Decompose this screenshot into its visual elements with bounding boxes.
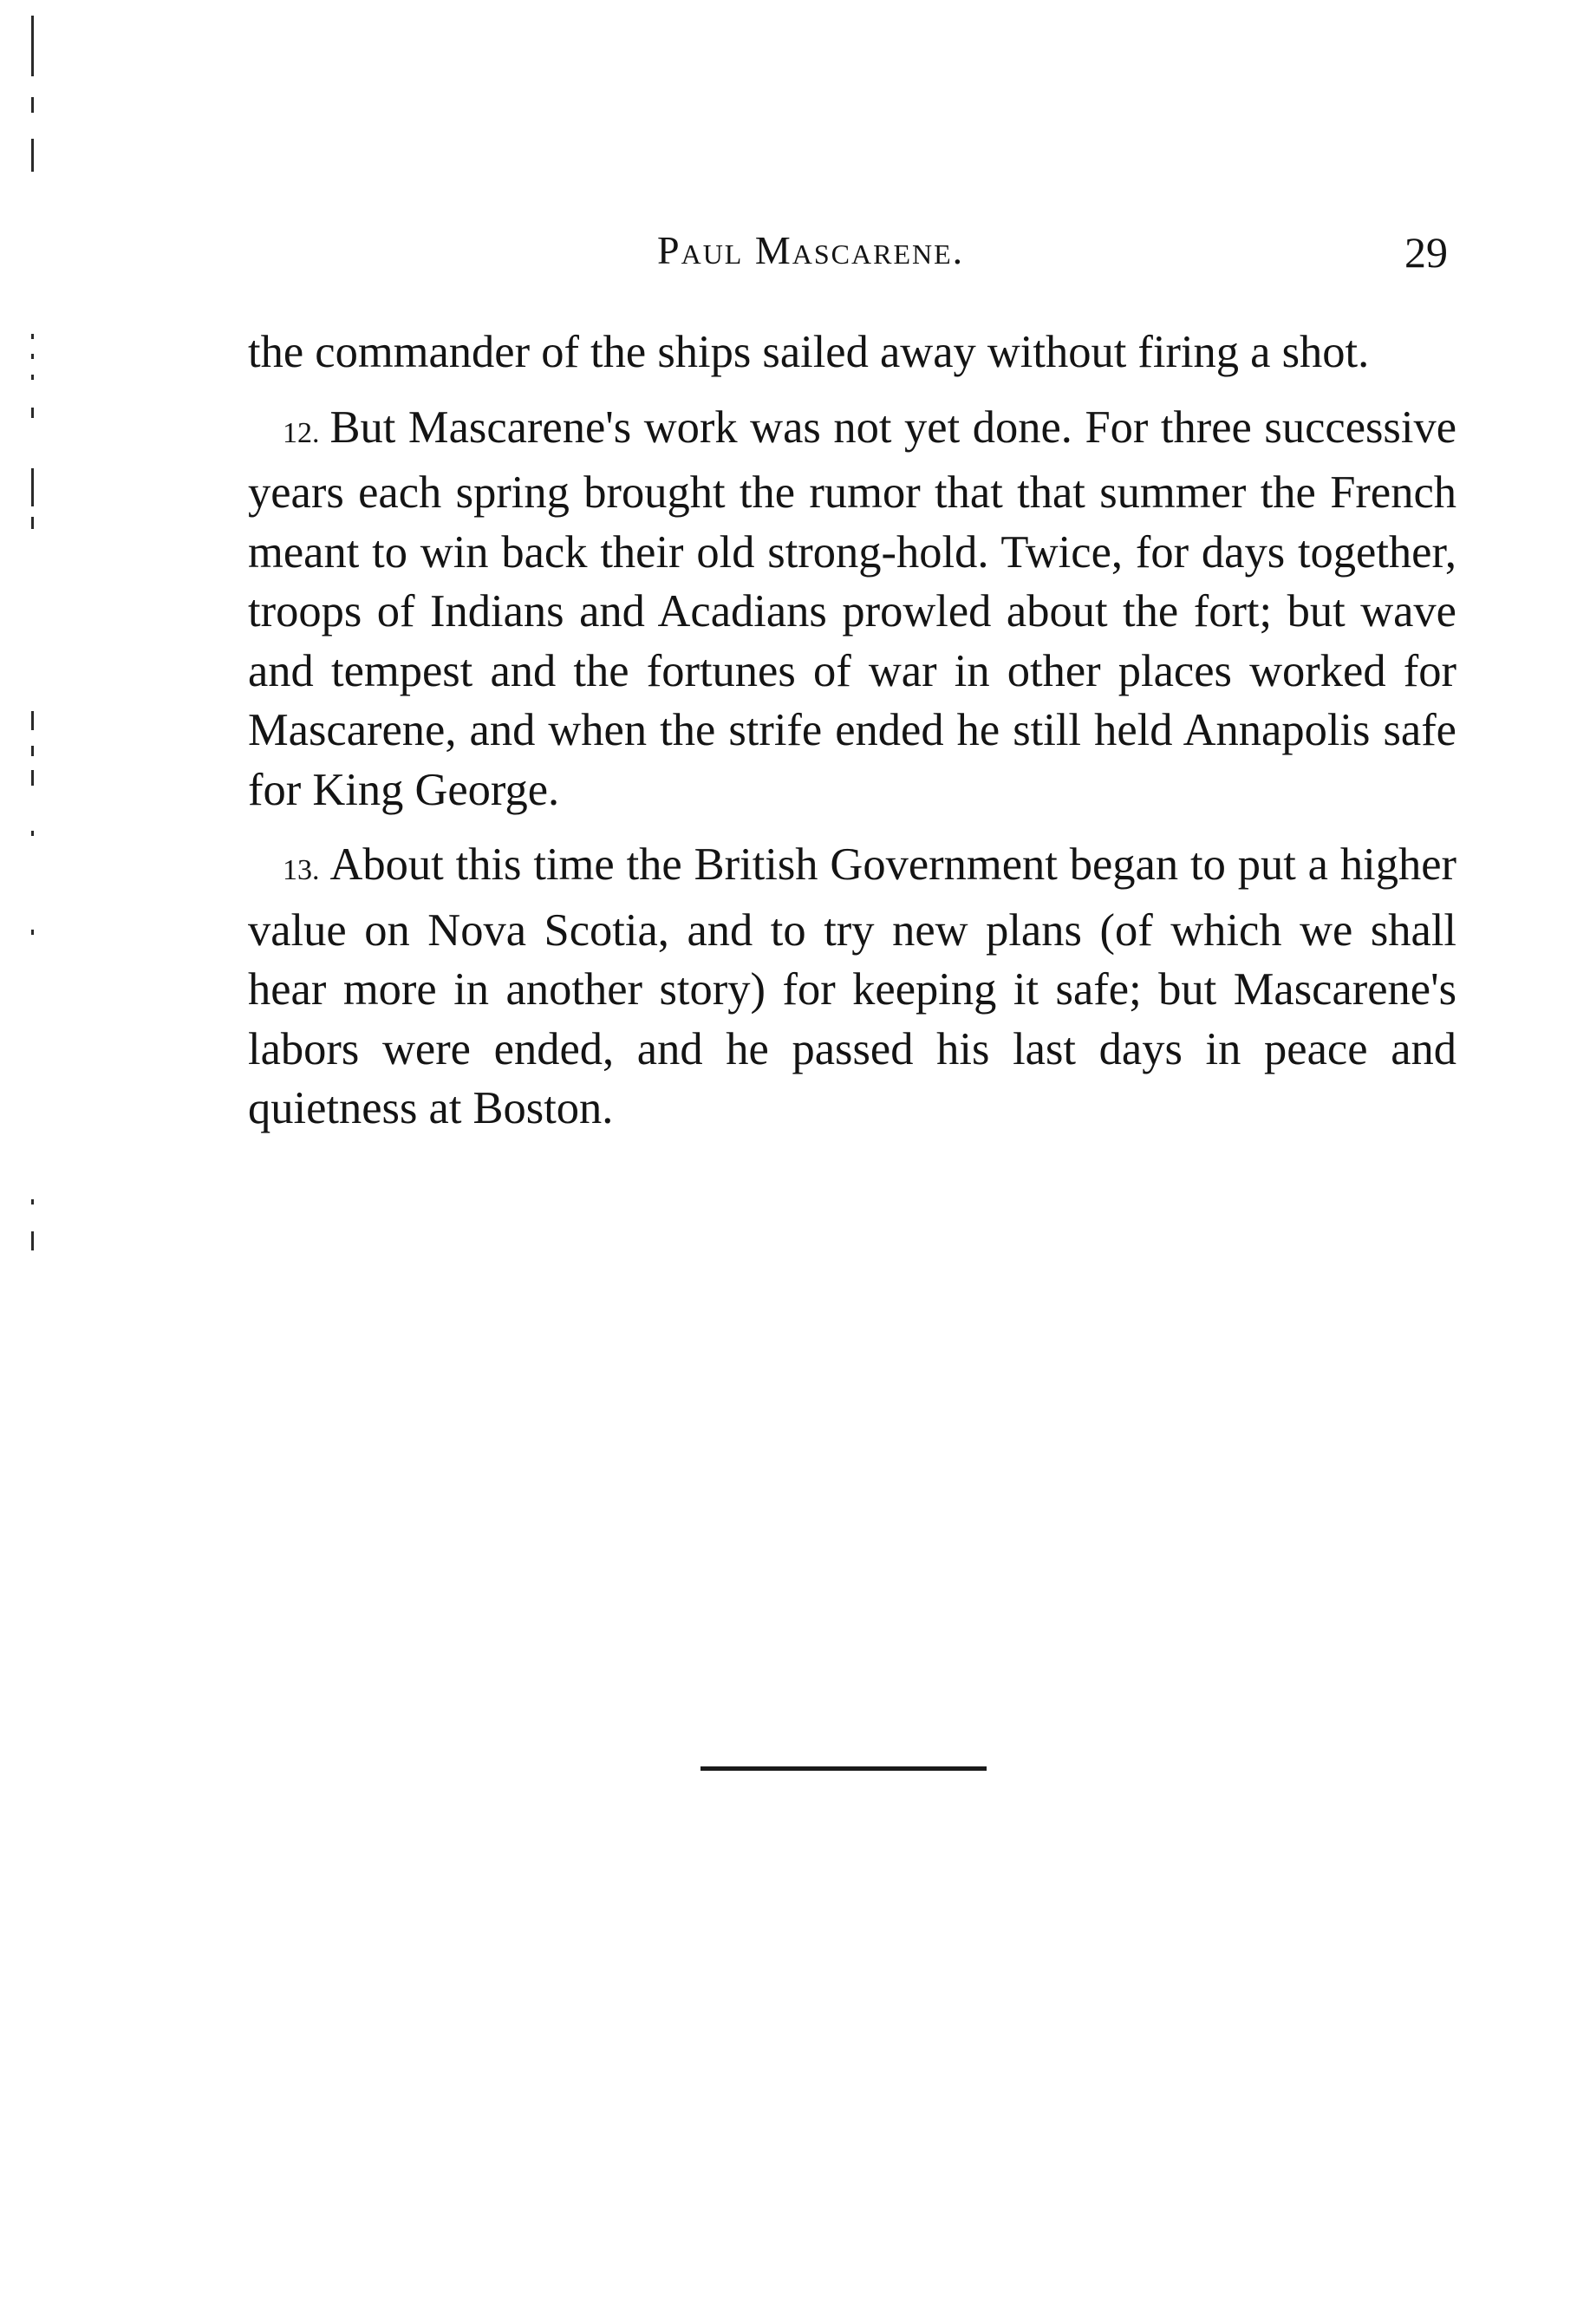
running-head [248, 227, 1456, 279]
section-end-rule [701, 1766, 987, 1771]
scan-gutter-mark [31, 711, 34, 730]
scan-gutter-mark [31, 16, 34, 76]
paragraph-12 [248, 398, 1456, 820]
paragraph-number: 12. [283, 416, 320, 449]
paragraph-13 [248, 835, 1456, 1139]
scan-gutter-mark [31, 517, 34, 529]
scan-gutter-mark [31, 1231, 34, 1250]
scan-gutter-mark [31, 354, 34, 359]
scan-gutter-mark [31, 831, 34, 836]
scan-gutter-mark [31, 930, 34, 935]
scan-gutter-mark [31, 97, 34, 113]
paragraph-text: About this time the British Government began to put a higher value on Nova Scotia, and to try new plans (of which we shall hear more in another story) for keeping it safe; but Mascarene's labors were ended, and he passed his last days in peace and quietness at Boston. [248, 839, 1456, 1133]
scan-gutter-mark [31, 408, 34, 418]
body-text [248, 323, 1456, 1139]
scan-gutter-mark [31, 139, 34, 172]
page-number: 29 [1404, 228, 1448, 277]
paragraph-continuation [248, 323, 1456, 382]
scan-gutter-mark [31, 770, 34, 786]
paragraph-text: the commander of the ships sailed away without firing a shot. [248, 327, 1370, 377]
scan-gutter-mark [31, 334, 34, 339]
scan-gutter-mark [31, 746, 34, 756]
scan-gutter-mark [31, 468, 34, 506]
scan-gutter-mark [31, 1199, 34, 1204]
paragraph-number: 13. [283, 854, 320, 886]
paragraph-text: But Mascarene's work was not yet done. For three successive years each spring brought the rumor that that summer the French meant to win back their old strong-hold. Twice, for days together, troops of Indians and Acadians prowled about the fort; but wave and tempest and the fortunes of war in other places worked for Mascarene, and when the strife ended he still held Annapolis safe for King George. [248, 401, 1456, 815]
running-title: Paul Mascarene. [657, 228, 965, 272]
scan-gutter-mark [31, 375, 34, 380]
